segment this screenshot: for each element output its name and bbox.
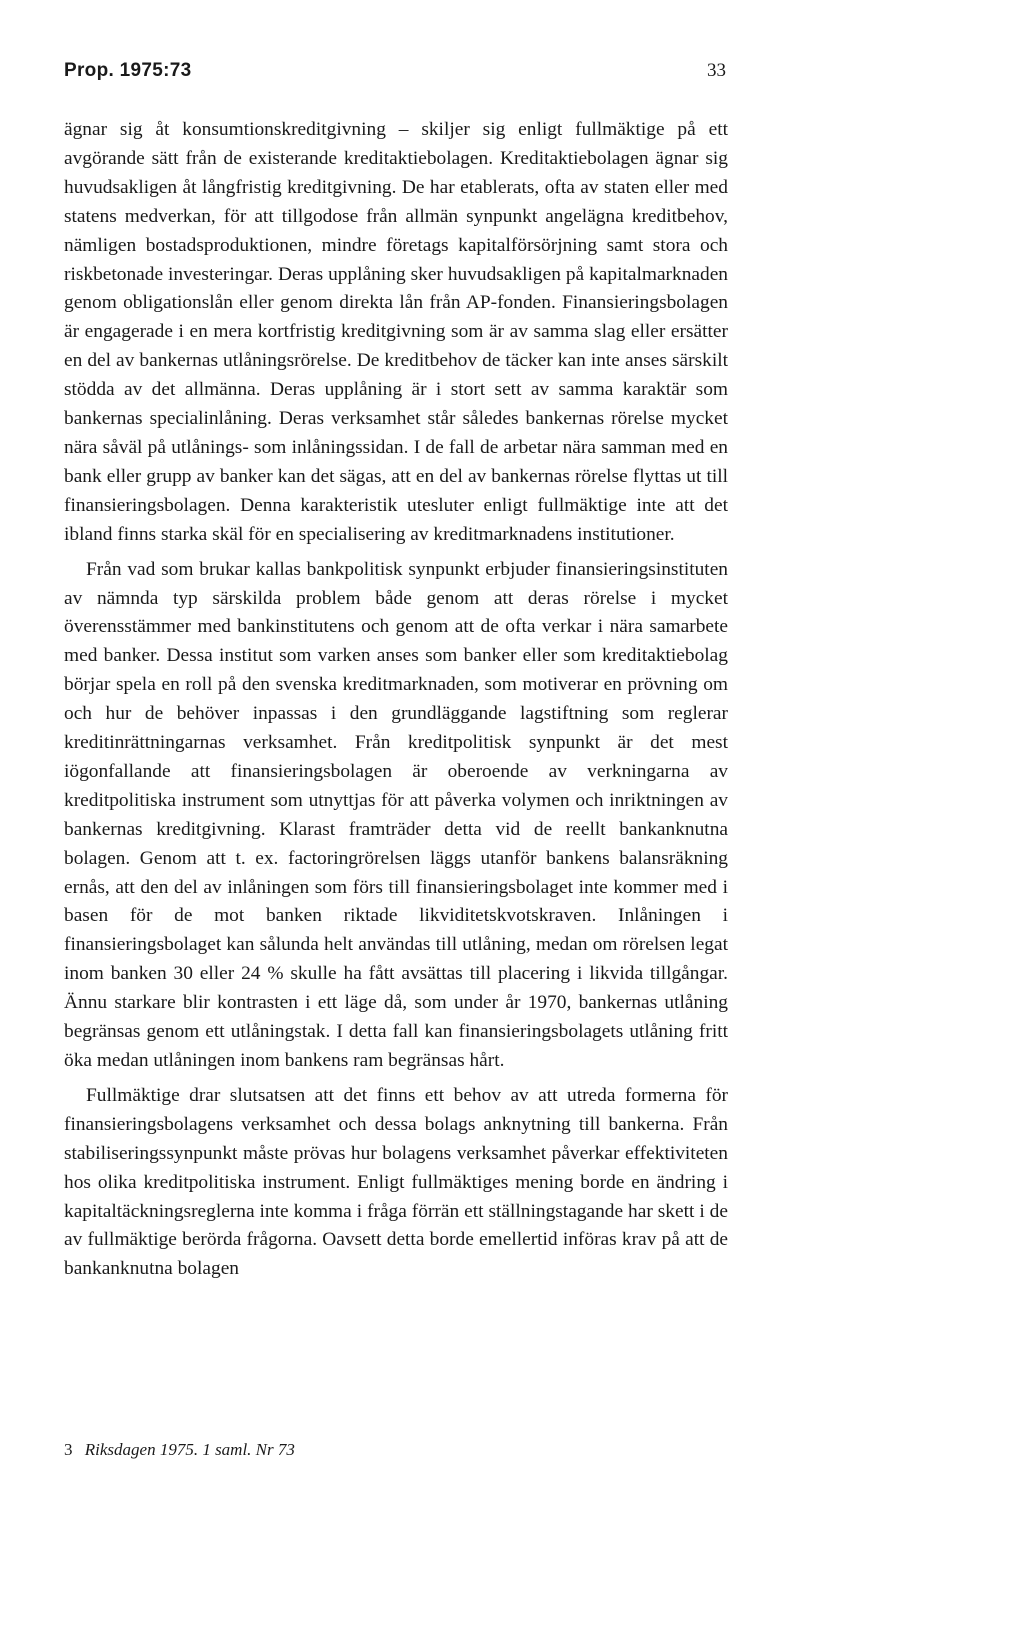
page-footer [64,1440,295,1460]
document-page [64,60,728,1284]
paragraph: Från vad som brukar kallas bankpolitisk synpunkt erbjuder finansieringsinstituten av nämnda typ särskilda problem både genom att deras rörelse i mycket överensstämmer med bankinstitutens och genom att de ofta verkar i nära samarbete med banker. Dessa institut som varken anses som banker eller som kreditaktiebolag börjar spela en roll på den svenska kreditmarknaden, som motiverar en prövning om och hur de behöver inpassas i den grundläggande lagstiftning som reglerar kreditinrättningarnas verksamhet. Från kreditpolitisk synpunkt är det mest iögonfallande att finansieringsbolagen är oberoende av verkningarna av kreditpolitiska instrument som utnyttjas för att påverka volymen och inriktningen av bankernas kreditgivning. Klarast framträder detta vid de reellt bankanknutna bolagen. Genom att t. ex. factoringrörelsen läggs utanför bankens balansräkning ernås, att den del av inlåningen som förs till finansieringsbolaget inte kommer med i basen för de mot banken riktade likviditetskvotskraven. Inlåningen i finansieringsbolaget kan sålunda helt användas till utlåning, medan om rörelsen legat inom banken 30 eller 24 % skulle ha fått avsättas till placering i likvida tillgångar. Ännu starkare blir kontrasten i ett läge då, som under år 1970, bankernas utlåning begränsas genom ett utlåningstak. I detta fall kan finansieringsbolagets utlåning fritt öka medan utlåningen inom bankens ram begränsas hårt. [64,558,728,1071]
running-header [64,60,728,100]
document-title: Prop. 1975:73 [64,60,192,81]
footer-sheet-number: 3 [64,1440,73,1459]
page-number: 33 [707,60,726,81]
footer-source: Riksdagen 1975. 1 saml. Nr 73 [84,1440,295,1459]
paragraph: ägnar sig åt konsumtionskreditgivning – skiljer sig enligt fullmäktige på ett avgörande sätt från de existerande kreditaktiebolagen. Kreditaktiebolagen ägnar sig huvudsakligen åt långfristig kreditgivning. De har etablerats, ofta av staten eller med statens medverkan, för att tillgodose från allmän synpunkt angelägna kreditbehov, nämligen bostadsproduktionen, mindre företags kapitalförsörjning samt stora och riskbetonade investeringar. Deras upplåning sker huvudsakligen på kapitalmarknaden genom obligationslån eller genom direkta lån från AP-fonden. Finansieringsbolagen är engagerade i en mera kortfristig kreditgivning som är av samma slag eller ersätter en del av bankernas utlåningsrörelse. De kreditbehov de täcker kan inte anses särskilt stödda av det allmänna. Deras upplåning är i stort sett av samma karaktär som bankernas specialinlåning. Deras verksamhet står således bankernas rörelse mycket nära såväl på utlånings- som inlåningssidan. I de fall de arbetar nära samman med en bank eller grupp av banker kan det sägas, att en del av bankernas rörelse flyttas ut till finansieringsbolagen. Denna karakteristik utesluter enligt fullmäktige inte att det ibland finns starka skäl för en specialisering av kreditmarknadens institutioner. [64,119,728,545]
paragraph: Fullmäktige drar slutsatsen att det finns ett behov av att utreda formerna för finansieringsbolagens verksamhet och dessa bolags anknytning till bankerna. Från stabiliseringssynpunkt måste prövas hur bolagens verksamhet påverkar effektiviteten hos olika kreditpolitiska instrument. Enligt fullmäktiges mening borde en ändring i kapitaltäckningsreglerna inte komma i fråga förrän ett ställningstagande har skett i de av fullmäktige berörda frågorna. Oavsett detta borde emellertid införas krav på att de bankanknutna bolagen [64,1084,728,1280]
body-text [64,116,728,1284]
